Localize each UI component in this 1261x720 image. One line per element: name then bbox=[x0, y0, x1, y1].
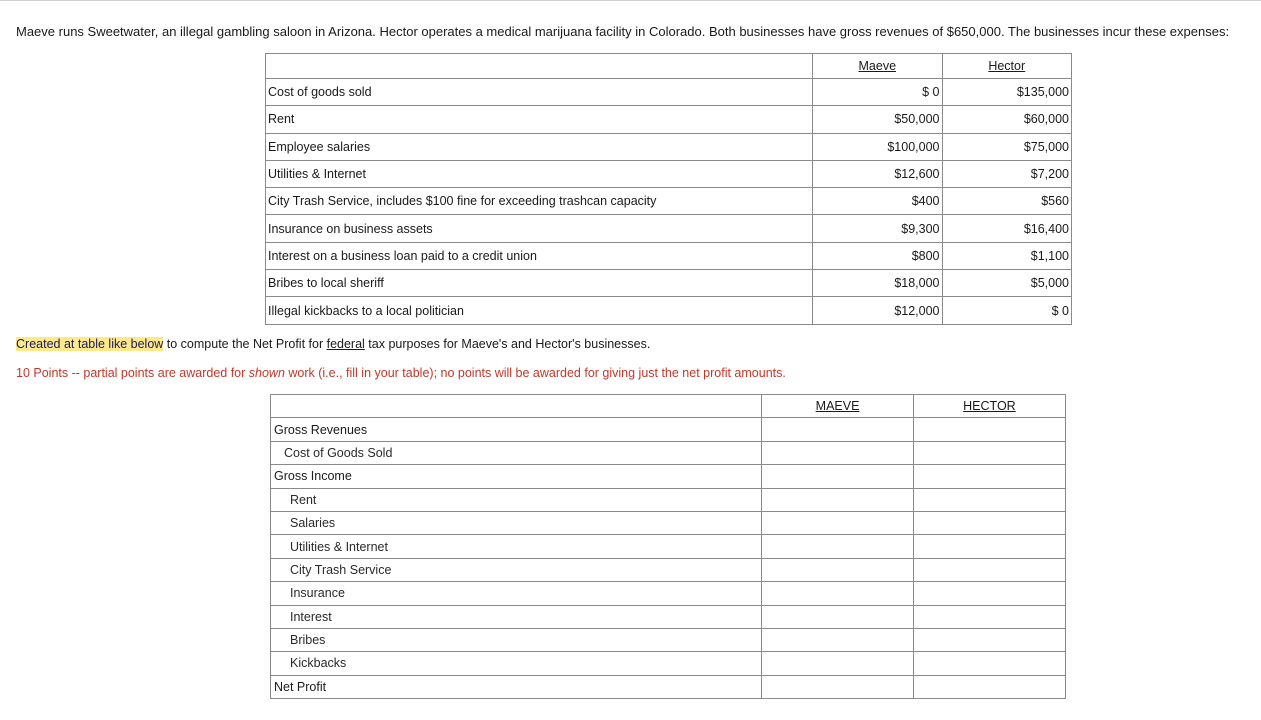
answer-row-label: Rent bbox=[271, 488, 762, 511]
answer-row bbox=[271, 558, 1066, 581]
answer-row bbox=[271, 535, 1066, 558]
answer-cell-hector[interactable] bbox=[913, 675, 1065, 698]
answer-row bbox=[271, 441, 1066, 464]
points-note bbox=[16, 366, 786, 380]
answer-row bbox=[271, 488, 1066, 511]
answer-row-label: Salaries bbox=[271, 511, 762, 534]
instructions-text-1: to compute the Net Profit for bbox=[163, 337, 327, 351]
expense-label: Cost of goods sold bbox=[266, 79, 813, 106]
answer-table bbox=[270, 394, 1066, 699]
answer-row bbox=[271, 628, 1066, 651]
answer-cell-hector[interactable] bbox=[913, 418, 1065, 441]
answer-cell-maeve[interactable] bbox=[762, 418, 914, 441]
answer-cell-maeve[interactable] bbox=[762, 465, 914, 488]
expense-row bbox=[266, 188, 1072, 215]
expense-label: Insurance on business assets bbox=[266, 215, 813, 242]
answer-cell-maeve[interactable] bbox=[762, 652, 914, 675]
expense-row bbox=[266, 133, 1072, 160]
answer-cell-maeve[interactable] bbox=[762, 675, 914, 698]
answer-row bbox=[271, 605, 1066, 628]
expense-label: Interest on a business loan paid to a credit union bbox=[266, 242, 813, 269]
answer-cell-hector[interactable] bbox=[913, 441, 1065, 464]
answer-row-label: Kickbacks bbox=[271, 652, 762, 675]
answer-cell-hector[interactable] bbox=[913, 582, 1065, 605]
expense-header-hector: Hector bbox=[942, 54, 1072, 79]
answer-cell-maeve[interactable] bbox=[762, 582, 914, 605]
expense-row bbox=[266, 106, 1072, 133]
answer-row bbox=[271, 465, 1066, 488]
expense-maeve-value: $800 bbox=[813, 242, 942, 269]
answer-header-blank bbox=[271, 395, 762, 418]
expense-label: Bribes to local sheriff bbox=[266, 270, 813, 297]
answer-row-label: Gross Revenues bbox=[271, 418, 762, 441]
answer-row bbox=[271, 511, 1066, 534]
answer-cell-maeve[interactable] bbox=[762, 511, 914, 534]
answer-cell-maeve[interactable] bbox=[762, 535, 914, 558]
expense-row bbox=[266, 215, 1072, 242]
expense-row bbox=[266, 242, 1072, 269]
answer-row-label: Insurance bbox=[271, 582, 762, 605]
answer-row-label: City Trash Service bbox=[271, 558, 762, 581]
expense-label: City Trash Service, includes $100 fine for exceeding trashcan capacity bbox=[266, 188, 813, 215]
answer-cell-hector[interactable] bbox=[913, 535, 1065, 558]
answer-cell-maeve[interactable] bbox=[762, 558, 914, 581]
answer-row-label: Gross Income bbox=[271, 465, 762, 488]
expense-maeve-value: $400 bbox=[813, 188, 942, 215]
expense-hector-value: $1,100 bbox=[942, 242, 1072, 269]
expense-maeve-value: $9,300 bbox=[813, 215, 942, 242]
expense-hector-value: $7,200 bbox=[942, 160, 1072, 187]
expense-row bbox=[266, 270, 1072, 297]
answer-cell-hector[interactable] bbox=[913, 652, 1065, 675]
expense-label: Utilities & Internet bbox=[266, 160, 813, 187]
expense-maeve-value: $12,000 bbox=[813, 297, 942, 324]
expense-hector-value: $135,000 bbox=[942, 79, 1072, 106]
answer-row bbox=[271, 652, 1066, 675]
expense-table bbox=[265, 53, 1072, 325]
answer-cell-maeve[interactable] bbox=[762, 605, 914, 628]
expense-label: Illegal kickbacks to a local politician bbox=[266, 297, 813, 324]
answer-header-maeve: MAEVE bbox=[762, 395, 914, 418]
expense-header-maeve: Maeve bbox=[813, 54, 942, 79]
expense-hector-value: $60,000 bbox=[942, 106, 1072, 133]
expense-hector-value: $16,400 bbox=[942, 215, 1072, 242]
expense-hector-value: $5,000 bbox=[942, 270, 1072, 297]
expense-maeve-value: $50,000 bbox=[813, 106, 942, 133]
expense-maeve-value: $12,600 bbox=[813, 160, 942, 187]
points-text-a: 10 Points -- partial points are awarded for bbox=[16, 366, 249, 380]
answer-row bbox=[271, 675, 1066, 698]
expense-maeve-value: $100,000 bbox=[813, 133, 942, 160]
instructions-text-2: tax purposes for Maeve's and Hector's businesses. bbox=[364, 337, 651, 351]
answer-row-label: Net Profit bbox=[271, 675, 762, 698]
expense-hector-value: $75,000 bbox=[942, 133, 1072, 160]
expense-header-blank bbox=[266, 54, 813, 79]
answer-cell-hector[interactable] bbox=[913, 488, 1065, 511]
expense-label: Employee salaries bbox=[266, 133, 813, 160]
highlighted-text: Created at table like below bbox=[16, 337, 164, 351]
answer-cell-maeve[interactable] bbox=[762, 488, 914, 511]
answer-row-label: Bribes bbox=[271, 628, 762, 651]
underlined-federal: federal bbox=[326, 337, 365, 351]
answer-row bbox=[271, 418, 1066, 441]
answer-cell-hector[interactable] bbox=[913, 558, 1065, 581]
answer-header-hector: HECTOR bbox=[913, 395, 1065, 418]
expense-row bbox=[266, 160, 1072, 187]
expense-hector-value: $ 0 bbox=[942, 297, 1072, 324]
answer-cell-hector[interactable] bbox=[913, 605, 1065, 628]
points-emphasis: shown bbox=[248, 366, 285, 380]
expense-row bbox=[266, 79, 1072, 106]
expense-hector-value: $560 bbox=[942, 188, 1072, 215]
answer-row-label: Interest bbox=[271, 605, 762, 628]
expense-maeve-value: $ 0 bbox=[813, 79, 942, 106]
expense-row bbox=[266, 297, 1072, 324]
points-text-b: work (i.e., fill in your table); no points will be awarded for giving just the net profit amounts. bbox=[284, 366, 786, 380]
instructions-line bbox=[16, 337, 650, 351]
answer-cell-hector[interactable] bbox=[913, 465, 1065, 488]
answer-cell-hector[interactable] bbox=[913, 511, 1065, 534]
answer-cell-maeve[interactable] bbox=[762, 628, 914, 651]
top-divider bbox=[0, 0, 1261, 1]
answer-header-row bbox=[271, 395, 1066, 418]
answer-row-label: Cost of Goods Sold bbox=[271, 441, 762, 464]
answer-row bbox=[271, 582, 1066, 605]
expense-maeve-value: $18,000 bbox=[813, 270, 942, 297]
expense-label: Rent bbox=[266, 106, 813, 133]
expense-header-row bbox=[266, 54, 1072, 79]
problem-intro: Maeve runs Sweetwater, an illegal gambling saloon in Arizona. Hector operates a medical marijuana facility in Colorado. Both businesses have gross revenues of $650,000. The businesses incur these expenses: bbox=[16, 24, 1230, 39]
answer-cell-maeve[interactable] bbox=[762, 441, 914, 464]
answer-row-label: Utilities & Internet bbox=[271, 535, 762, 558]
answer-cell-hector[interactable] bbox=[913, 628, 1065, 651]
